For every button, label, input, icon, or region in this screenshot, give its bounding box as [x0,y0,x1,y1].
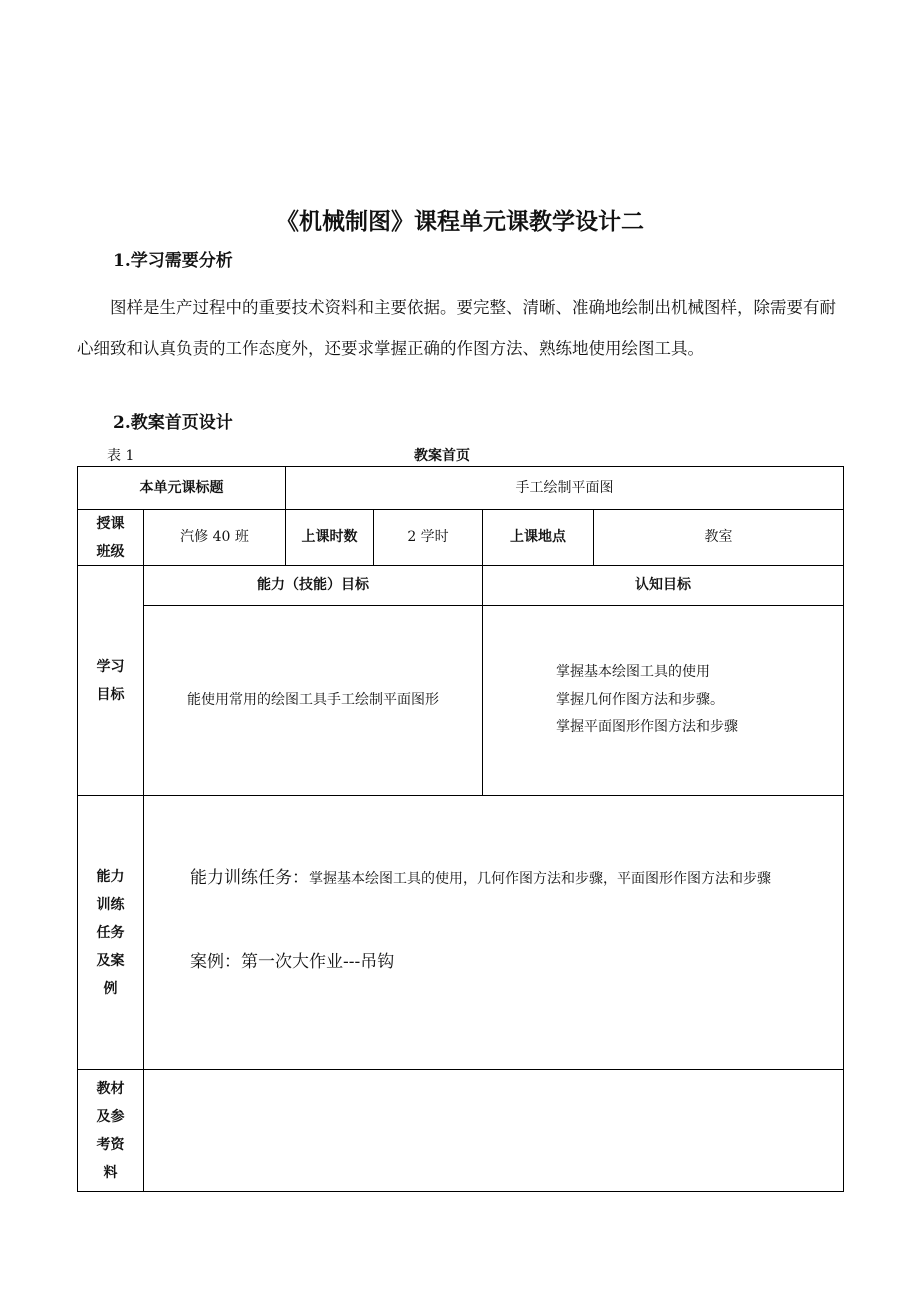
table-border [843,466,844,1192]
objectives-label-line: 目标 [96,686,125,703]
class-label-line: 班级 [96,543,125,560]
training-label-line: 训练 [96,896,125,913]
materials-label-line: 及参 [96,1108,125,1125]
materials-content [144,1070,843,1191]
cognitive-objective-item: 掌握几何作图方法和步骤。 [556,691,724,708]
table-border [77,1191,844,1192]
training-label-line: 能力 [96,868,125,885]
training-label-line: 及案 [96,952,125,969]
location-value: 教室 [704,529,733,545]
ability-objective-content: 能使用常用的绘图工具手工绘制平面图形 [187,692,439,708]
table-caption-title: 教案首页 [414,448,470,464]
materials-label [78,1070,143,1191]
objectives-label [78,566,143,795]
training-task-text: 掌握基本绘图工具的使用，几何作图方法和步骤，平面图形作图方法和步骤 [309,871,771,887]
location-label: 上课地点 [510,529,566,545]
table-caption-number: 表 1 [107,448,135,464]
section2-heading: 2.教案首页设计 [113,413,233,433]
training-label [78,796,143,1069]
section1-paragraph [77,287,843,369]
cognitive-objective-item: 掌握基本绘图工具的使用 [556,664,710,680]
hours-label: 上课时数 [301,529,358,545]
hours-value: 2 学时 [407,529,449,545]
materials-label-line: 考资 [96,1136,125,1153]
unit-title-label: 本单元课标题 [139,479,224,496]
case-text: 案例：第一次大作业---吊钩 [190,952,395,972]
materials-label-line: 教材 [96,1080,125,1097]
objectives-label-line: 学习 [96,658,125,675]
section1-heading: 1.学习需要分析 [113,251,233,271]
cognitive-objective-item: 掌握平面图形作图方法和步骤 [556,719,738,735]
cognitive-objective-list [556,659,738,742]
training-label-line: 例 [103,980,118,997]
training-task [163,863,831,894]
training-label-line: 任务 [96,924,125,941]
document-title: 《机械制图》课程单元课教学设计二 [276,208,644,235]
unit-title-value: 手工绘制平面图 [515,479,614,496]
table-border [77,795,844,796]
class-label-line: 授课 [96,515,125,532]
class-label [78,510,143,565]
training-task-label: 能力训练任务： [190,868,309,888]
cognitive-objective-header: 认知目标 [635,577,691,593]
materials-label-line: 料 [103,1164,118,1181]
section1-paragraph-text: 图样是生产过程中的重要技术资料和主要依据。要完整、清晰、准确地绘制出机械图样，除需要有耐心细致和认真负责的工作态度外，还要求掌握正确的作图方法、熟练地使用绘图工具。 [77,298,836,358]
class-value: 汽修 40 班 [180,529,249,545]
ability-objective-header: 能力（技能）目标 [257,577,369,593]
